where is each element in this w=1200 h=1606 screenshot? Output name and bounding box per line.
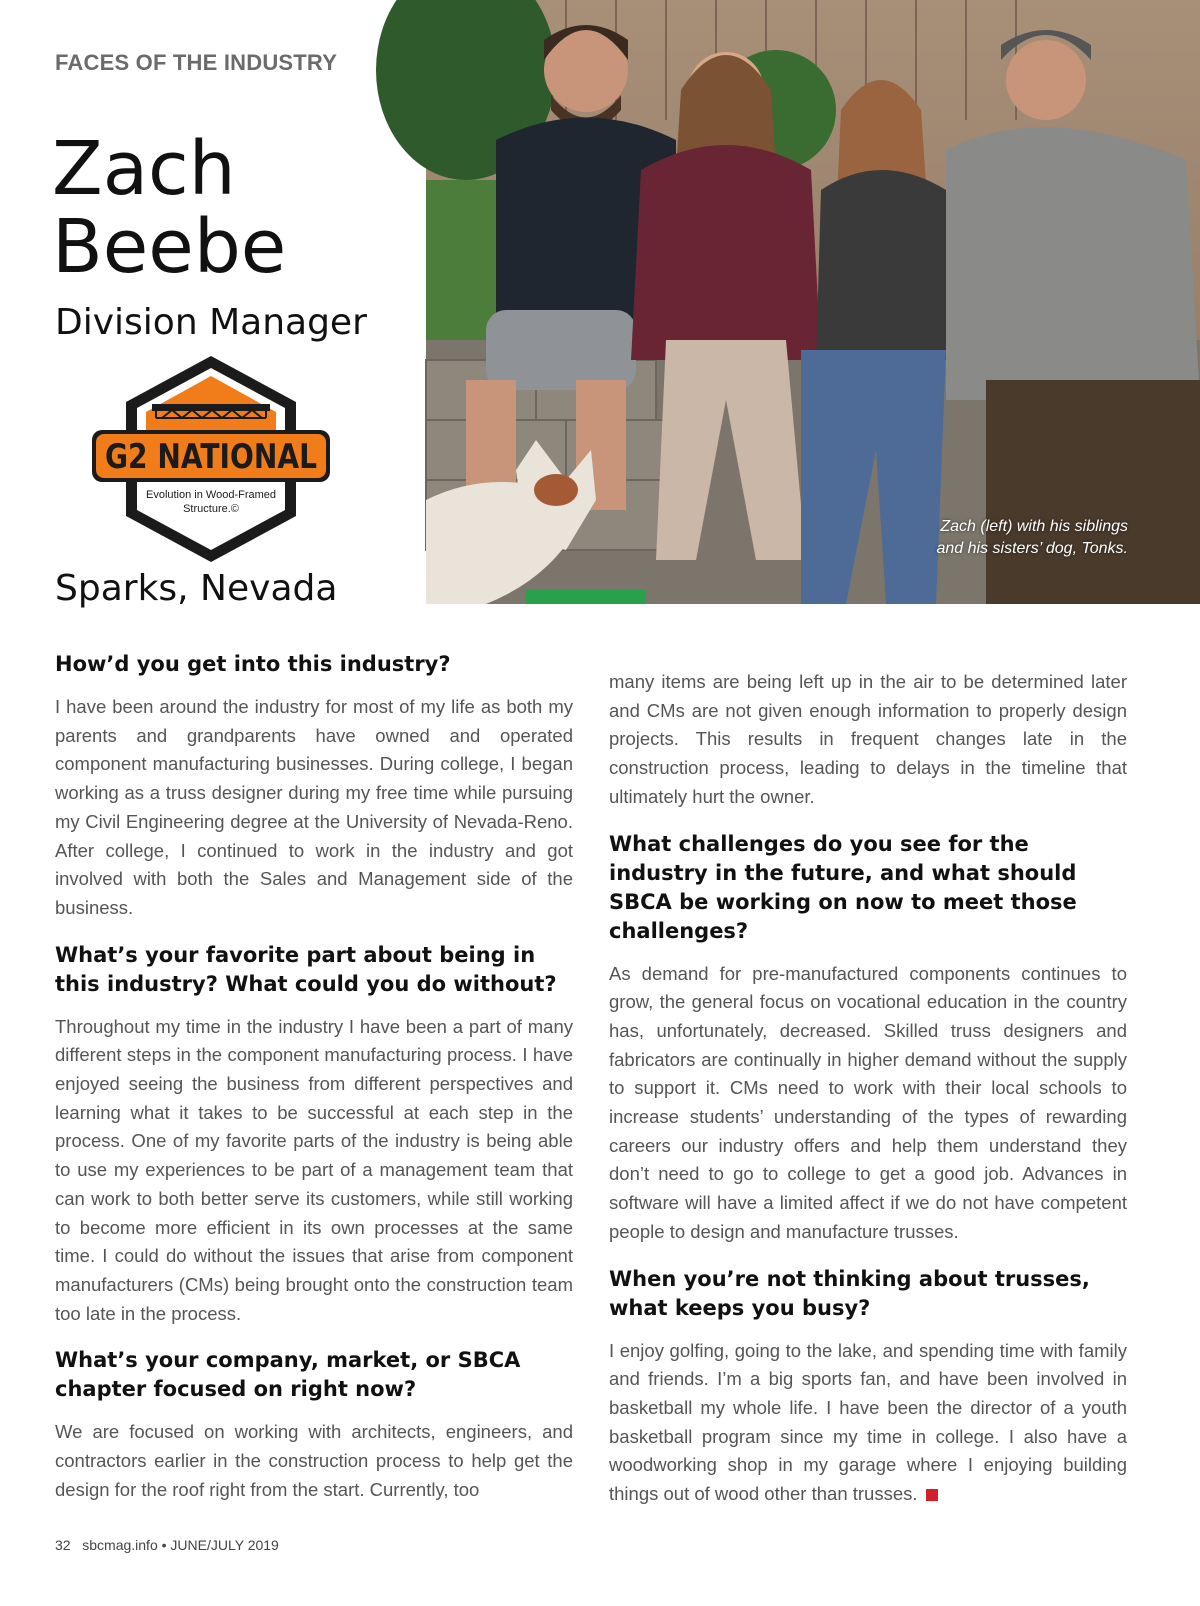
answer-paragraph-final xyxy=(609,1337,1127,1509)
footer-separator: • xyxy=(161,1537,167,1553)
page-footer xyxy=(55,1537,279,1553)
answer-paragraph: many items are being left up in the air to be determined later and CMs are not given enough information to properly design projects. This results in frequent changes late in the construction process, leading to delays in the timeline that ultimately hurt the owner. xyxy=(609,671,1127,807)
answer-paragraph: We are focused on working with architects, engineers, and contractors earlier in the construction process to help get the design for the roof right from the start. Currently, too xyxy=(55,1421,573,1500)
article-column-right xyxy=(609,668,1127,1527)
profile-name xyxy=(52,126,287,290)
question-heading: What’s your company, market, or SBCA chapter focused on right now? xyxy=(55,1348,521,1402)
logo-tagline-2: Structure.© xyxy=(183,503,239,515)
company-logo xyxy=(90,352,332,566)
answer-paragraph: I have been around the industry for most of my life as both my parents and grandparents have owned and operated component manufacturing businesses. During college, I began working as a truss designer during my free time while pursuing my Civil Engineering degree at the University of Nevada-Reno. After college, I continued to work in the industry and got involved with both the Sales and Management side of the business. xyxy=(55,696,573,918)
section-kicker: FACES OF THE INDUSTRY xyxy=(55,50,338,75)
first-name: Zach xyxy=(52,126,236,212)
caption-line-1: Zach (left) with his siblings xyxy=(940,518,1128,535)
photo-caption xyxy=(828,516,1128,560)
issue-date: JUNE/JULY 2019 xyxy=(170,1537,279,1553)
article-column-left xyxy=(55,650,573,1522)
job-title: Division Manager xyxy=(55,302,367,343)
question-heading: What’s your favorite part about being in this industry? What could you do without? xyxy=(55,942,557,996)
answer-text: I enjoy golfing, going to the lake, and spending time with family and friends. I’m a big sports fan, and have been involved in basketball my whole life. I have been the director of a youth basketball program since my time in college. I also have a woodworking shop in my garage where I enjoying building things out of wood other than trusses. xyxy=(609,1339,1127,1505)
answer-paragraph: Throughout my time in the industry I have been a part of many different steps in the component manufacturing process. I have enjoyed seeing the business from different perspectives and learning what it takes to be successful at each step in the process. One of my favorite parts of the industry is being able to use my experiences to be part of a management team that can work to both better serve its customers, while still working to become more efficient in its own processes at the same time. I could do without the issues that arise from component manufacturers (CMs) being brought onto the construction team too late in the process. xyxy=(55,1015,573,1324)
family-photo xyxy=(426,0,1200,604)
page-number: 32 xyxy=(55,1537,71,1553)
question-heading: How’d you get into this industry? xyxy=(55,652,451,676)
logo-wordmark: G2 NATIONAL xyxy=(105,437,317,477)
answer-paragraph: As demand for pre-manufactured components continues to grow, the general focus on vocational education in the country has, unfortunately, decreased. Skilled truss designers and fabricators are continually in higher demand without the supply to support it. CMs need to work with their local schools to increase students’ understanding of the types of rewarding careers our industry offers and help them understand they don’t need to go to college to get a good job. Advances in software will have a limited affect if we do not have competent people to design and manufacture trusses. xyxy=(609,962,1127,1242)
photo-illustration xyxy=(426,0,1200,604)
last-name: Beebe xyxy=(52,204,287,290)
logo-tagline-1: Evolution in Wood-Framed xyxy=(145,489,277,501)
end-mark-icon xyxy=(926,1489,938,1501)
question-heading: When you’re not thinking about trusses, what keeps you busy? xyxy=(609,1266,1090,1320)
question-heading: What challenges do you see for the industry in the future, and what should SBCA be working on now to meet those challenges? xyxy=(609,831,1077,943)
site-name: sbcmag.info xyxy=(82,1537,158,1553)
location: Sparks, Nevada xyxy=(55,568,338,609)
caption-line-2: and his sisters’ dog, Tonks. xyxy=(936,540,1128,557)
